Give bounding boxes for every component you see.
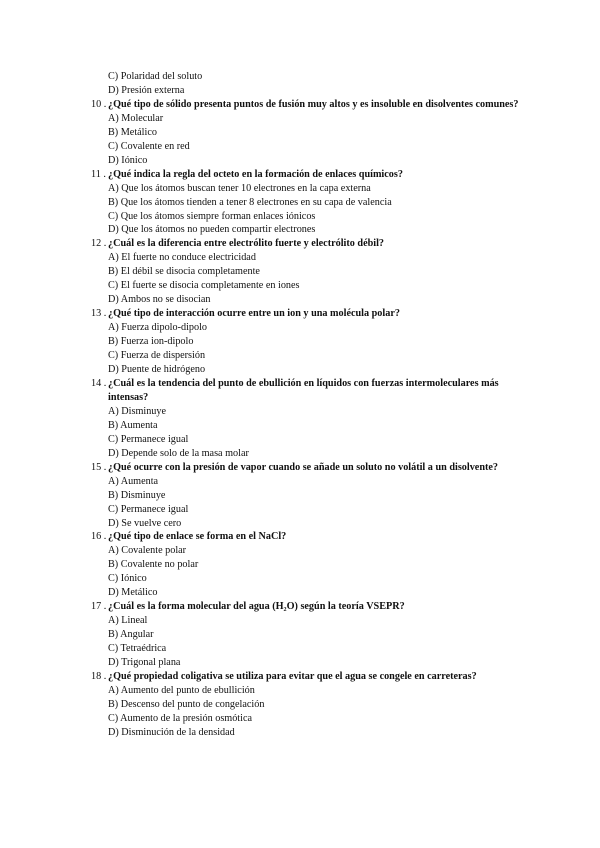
question-16 — [91, 530, 531, 600]
option: C) Polaridad del soluto — [108, 71, 203, 82]
option: A) Covalente polar — [108, 545, 187, 557]
option: C) Tetraédrica — [108, 643, 167, 655]
option: D) Que los átomos no pueden compartir electrones — [108, 224, 316, 236]
option: A) Aumento del punto de ebullición — [108, 684, 255, 696]
option: B) Covalente no polar — [108, 559, 199, 571]
option: A) Disminuye — [108, 405, 167, 417]
question-text: ¿Qué ocurre con la presión de vapor cuando se añade un soluto no volátil a un disolvente? — [108, 461, 499, 473]
option: A) Lineal — [108, 615, 148, 627]
question-15 — [91, 461, 531, 531]
question-12 — [91, 237, 531, 307]
option: B) Que los átomos tienden a tener 8 electrones en su capa de valencia — [108, 196, 392, 208]
question-number: 17 . — [91, 601, 107, 613]
option: B) Metálico — [108, 126, 157, 138]
question-number: 11 . — [91, 168, 106, 180]
question-13 — [91, 307, 531, 377]
question-text: ¿Cuál es la forma molecular del agua (H₂O) según la teoría VSEPR? — [108, 601, 405, 613]
question-text: ¿Qué indica la regla del octeto en la formación de enlaces químicos? — [108, 168, 403, 180]
option: B) Descenso del punto de congelación — [108, 698, 265, 710]
option: C) Que los átomos siempre forman enlaces iónicos — [108, 210, 316, 222]
option: A) El fuerte no conduce electricidad — [108, 252, 256, 264]
option: D) Metálico — [108, 587, 158, 599]
option: D) Iónico — [108, 154, 148, 166]
question-number: 13 . — [91, 308, 107, 320]
question-17 — [91, 600, 531, 670]
question-number: 15 . — [91, 461, 107, 473]
option: A) Que los átomos buscan tener 10 electrones en la capa externa — [108, 182, 371, 194]
option: D) Disminución de la densidad — [108, 726, 235, 738]
question-number: 14 . — [91, 377, 107, 389]
option: A) Fuerza dipolo-dipolo — [108, 322, 208, 334]
question-text: ¿Qué tipo de interacción ocurre entre un ion y una molécula polar? — [108, 308, 400, 320]
question-text: ¿Qué propiedad coligativa se utiliza para evitar que el agua se congele en carreteras? — [108, 670, 477, 682]
option: D) Se vuelve cero — [108, 517, 182, 529]
option: C) Permanece igual — [108, 503, 189, 515]
question-text: ¿Qué tipo de enlace se forma en el NaCl? — [108, 531, 287, 543]
option: B) Angular — [108, 629, 154, 641]
question-text: ¿Cuál es la diferencia entre electrólito fuerte y electrólito débil? — [108, 238, 385, 250]
option: C) Permanece igual — [108, 433, 189, 445]
question-number: 18 . — [91, 670, 107, 682]
option: A) Aumenta — [108, 475, 159, 487]
option: D) Puente de hidrógeno — [108, 364, 206, 376]
option: C) Covalente en red — [108, 140, 190, 152]
question-text: ¿Qué tipo de sólido presenta puntos de fusión muy altos y es insoluble en disolventes comunes? — [108, 98, 519, 110]
option: C) Aumento de la presión osmótica — [108, 712, 253, 724]
option: B) Aumenta — [108, 419, 158, 431]
option: D) Presión externa — [108, 84, 185, 96]
question-number: 16 . — [91, 531, 107, 543]
option: C) El fuerte se disocia completamente en iones — [108, 280, 300, 292]
question-11 — [91, 168, 531, 238]
question-10 — [91, 98, 531, 168]
option: A) Molecular — [108, 112, 164, 124]
question-number: 10 . — [91, 98, 107, 110]
question-number: 12 . — [91, 238, 107, 250]
option: B) El débil se disocia completamente — [108, 266, 260, 278]
question-text: ¿Cuál es la tendencia del punto de ebullición en líquidos con fuerzas intermoleculares más intensas? — [108, 377, 499, 403]
option: C) Iónico — [108, 573, 147, 585]
option: B) Disminuye — [108, 489, 166, 501]
option: B) Fuerza ion-dipolo — [108, 336, 194, 348]
question-14 — [91, 377, 531, 461]
option: C) Fuerza de dispersión — [108, 350, 206, 362]
option: D) Ambos no se disocian — [108, 294, 211, 306]
question-list — [91, 70, 531, 740]
question-18 — [91, 670, 531, 740]
option: D) Depende solo de la masa molar — [108, 447, 249, 459]
option: D) Trigonal plana — [108, 657, 181, 669]
